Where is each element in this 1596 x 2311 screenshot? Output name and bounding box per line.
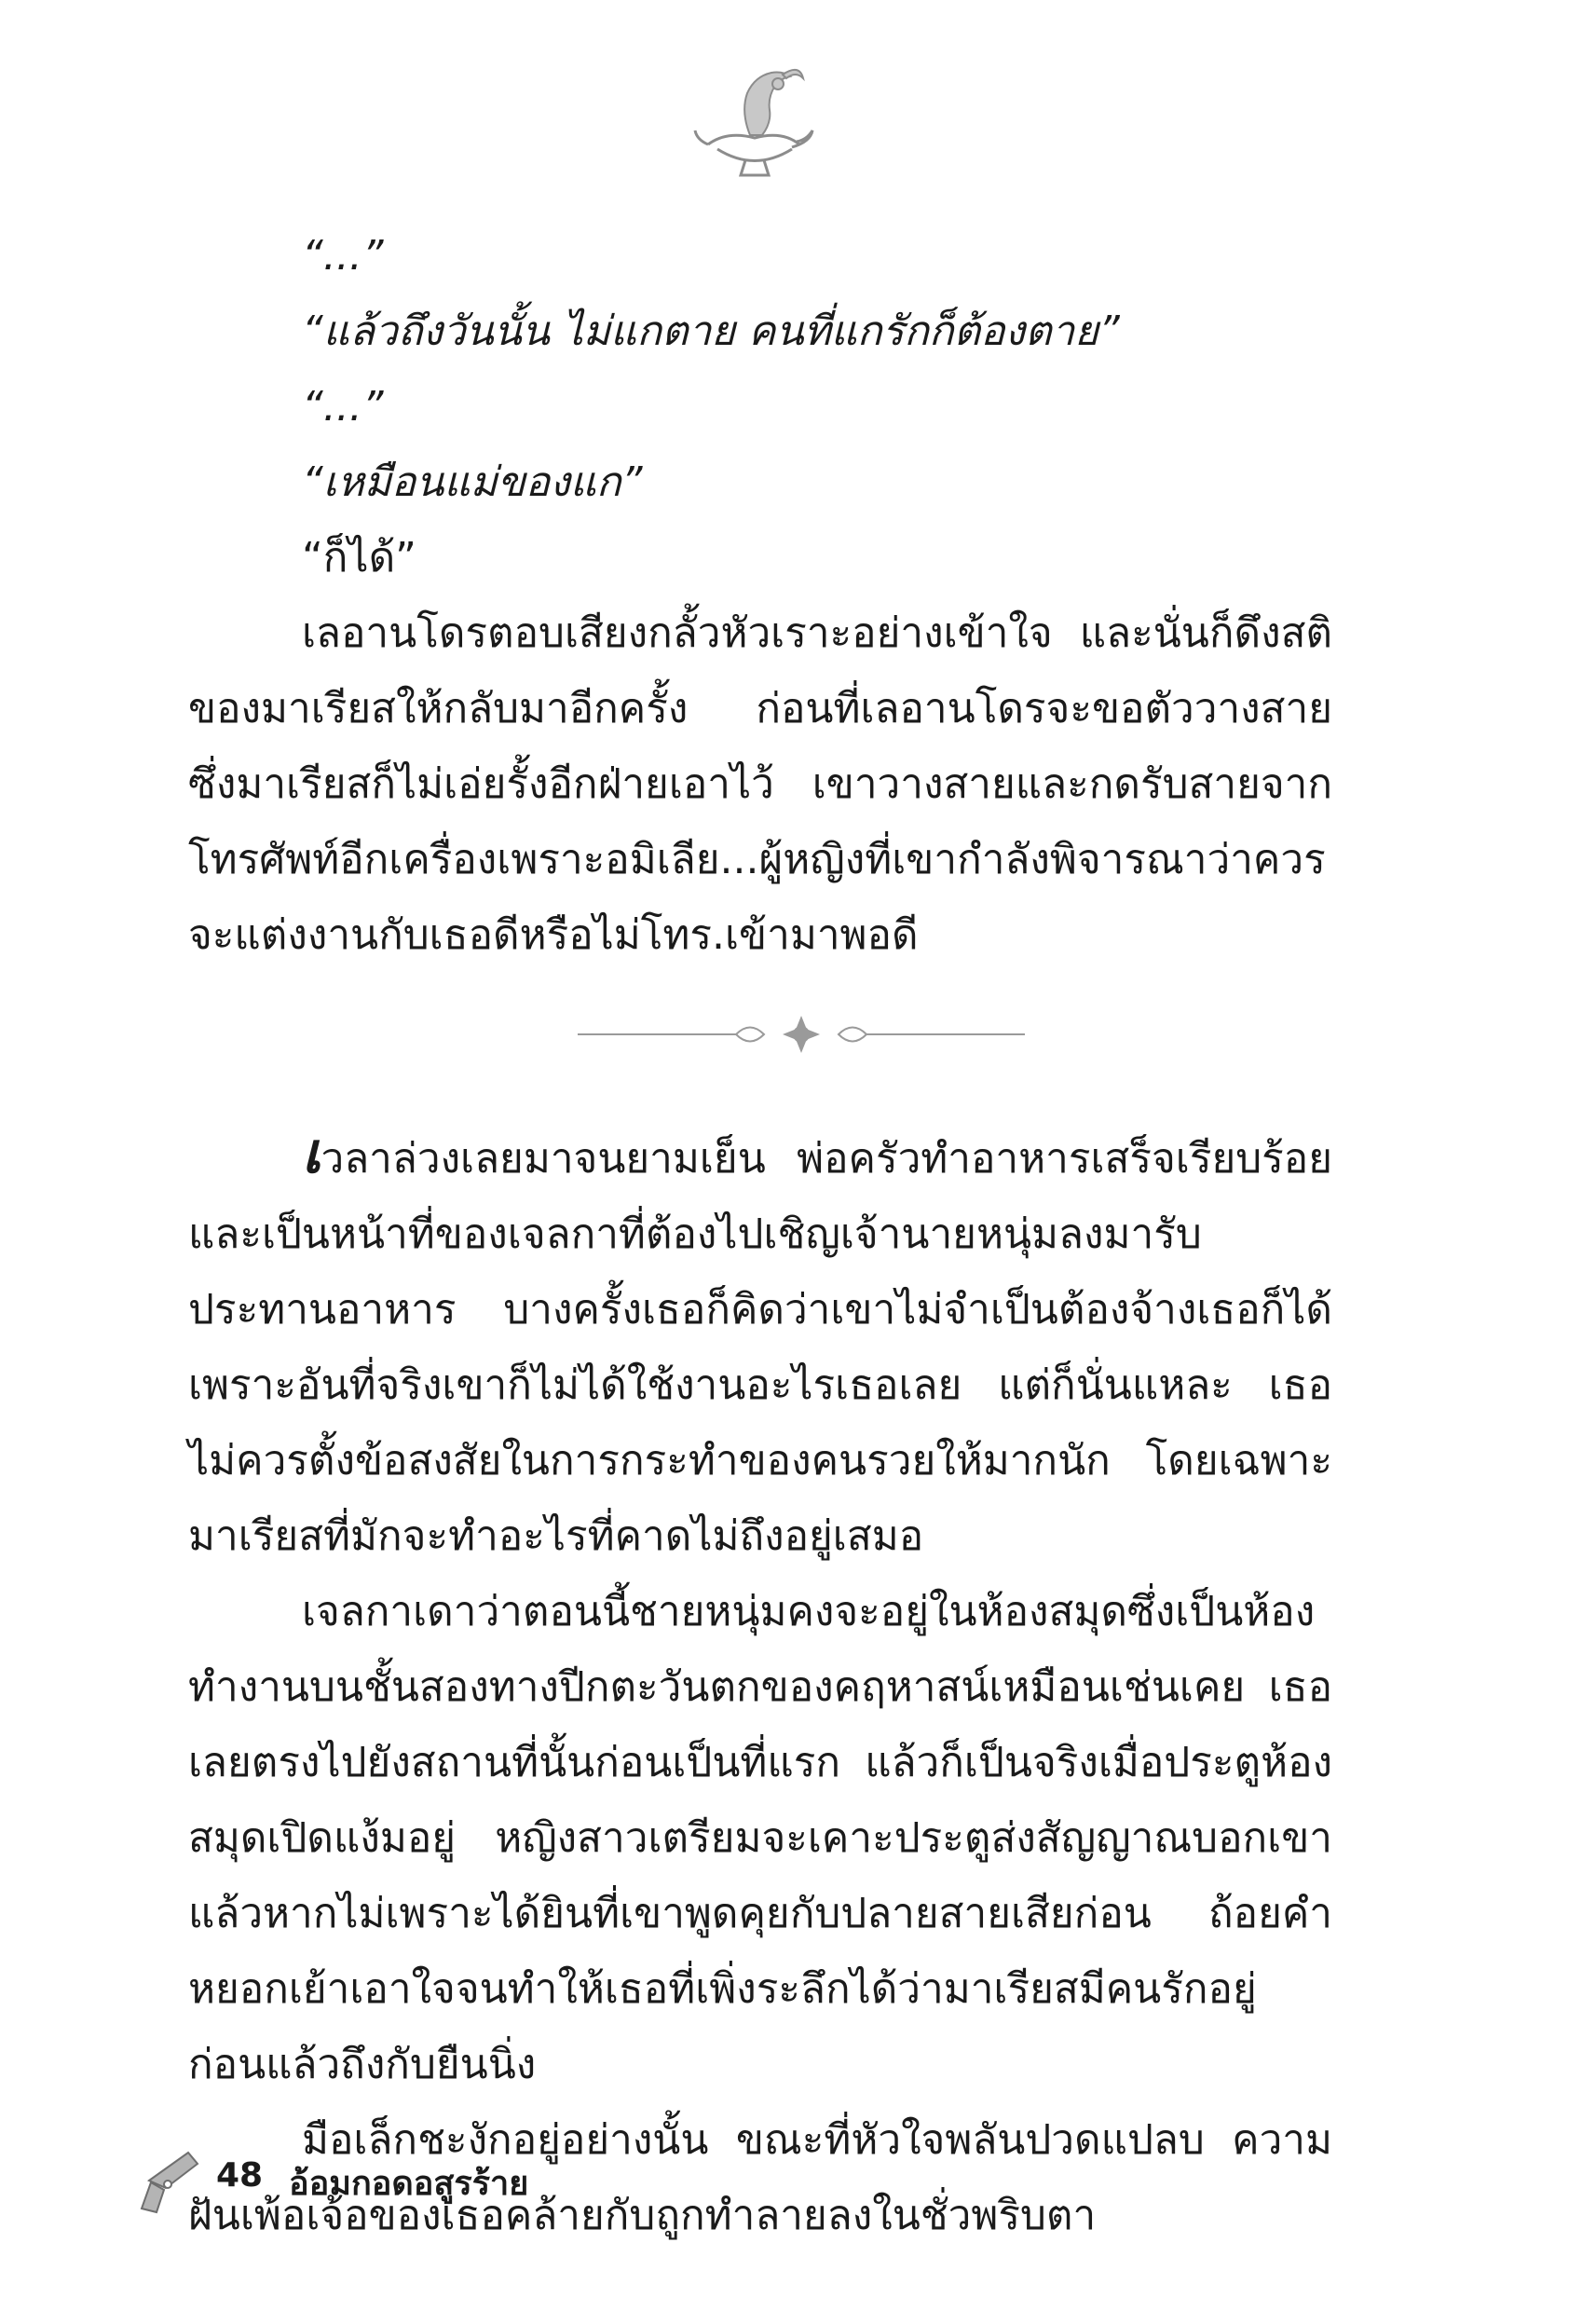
narrative-paragraph xyxy=(188,595,1332,973)
paragraph-text: เลอานโดรตอบเสียงกลั้วหัวเราะอย่างเข้าใจ และนั่นก็ดึงสติของมาเรียสให้กลับมาอีกครั้ง ก่อนที่เลอานโดรจะขอตัววางสาย ซึ่งมาเรียสก็ไม่เอ่ยรั้งอีกฝ่ายเอาไว้ เขาวางสายและกดรับสายจากโทรศัพท์อีกเครื่องเพราะอมิเลีย...ผู้หญิงที่เขากำลังพิจารณาว่าควรจะแต่งงานกับเธอดีหรือไม่โทร.เข้ามาพอดี xyxy=(188,609,1332,959)
drop-cap: เ xyxy=(302,1121,321,1186)
section-two xyxy=(188,1116,1332,2253)
paragraph-text: เจลกาเดาว่าตอนนี้ชายหนุ่มคงจะอยู่ในห้องสมุดซึ่งเป็นห้องทำงานบนชั้นสองทางปีกตะวันตกของคฤหาสน์เหมือนเช่นเคย เธอเลยตรงไปยังสถานที่นั้นก่อนเป็นที่แรก แล้วก็เป็นจริงเมื่อประตูห้องสมุดเปิดแง้มอยู่ หญิงสาวเตรียมจะเคาะประตูส่งสัญญาณบอกเขาแล้วหากไม่เพราะได้ยินที่เขาพูดคุยกับปลายสายเสียก่อน ถ้อยคำหยอกเย้าเอาใจจนทำให้เธอที่เพิ่งระลึกได้ว่ามาเรียสมีคนรักอยู่ก่อนแล้วถึงกับยืนนิ่ง xyxy=(188,1588,1332,2088)
dialogue-line: “เหมือนแม่ของแก” xyxy=(302,458,643,506)
book-title: อ้อมกอดอสูรร้าย xyxy=(289,2165,529,2203)
genie-lamp-icon xyxy=(689,56,820,186)
paragraph-text: มือเล็กชะงักอยู่อย่างนั้น ขณะที่หัวใจพลันปวดแปลบ ความฝันเพ้อเจ้อของเธอคล้ายกับถูกทำลายลงในชั่วพริบตา xyxy=(188,2116,1332,2239)
flourish-divider-icon xyxy=(578,1011,1025,1058)
dialogue-line: “แล้วถึงวันนั้น ไม่แกตาย คนที่แกรักก็ต้องตาย” xyxy=(302,308,1120,355)
dialogue-block xyxy=(188,218,1332,595)
dialogue-line: “...” xyxy=(302,383,384,431)
dialogue-line: “ก็ได้” xyxy=(302,534,416,581)
dialogue-line: “...” xyxy=(302,232,384,280)
paragraph-text: วลาล่วงเลยมาจนยามเย็น พ่อครัวทำอาหารเสร็จเรียบร้อยและเป็นหน้าที่ของเจลกาที่ต้องไปเชิญเจ้านายหนุ่มลงมารับประทานอาหาร บางครั้งเธอก็คิดว่าเขาไม่จำเป็นต้องจ้างเธอก็ได้ เพราะอันที่จริงเขาก็ไม่ได้ใช้งานอะไรเธอเลย แต่ก็นั่นแหละ เธอไม่ควรตั้งข้อสงสัยในการกระทำของคนรวยให้มากนัก โดยเฉพาะมาเรียสที่มักจะทำอะไรที่คาดไม่ถึงอยู่เสมอ xyxy=(188,1135,1332,1560)
pistol-icon xyxy=(130,2143,205,2218)
section-two-opening xyxy=(188,1116,1332,1574)
page-number: 48 xyxy=(216,2156,264,2195)
page-footer xyxy=(130,2143,783,2218)
